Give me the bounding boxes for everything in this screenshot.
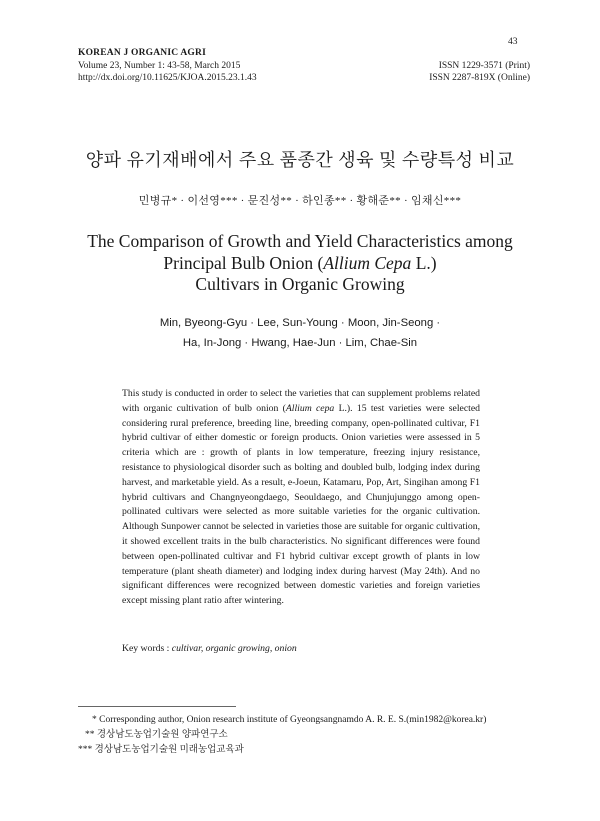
footnote-divider: [78, 706, 236, 707]
english-title-line2-pre: Principal Bulb Onion (: [163, 252, 324, 273]
abstract-pre: This study is conducted in order to select the varieties that can supplement problems related with organic cultivation of bulb onion (: [122, 388, 480, 414]
abstract-post: L.). 15 test varieties were selected considering rural preference, breeding line, breeding company, open-pollinated cultivar, F1 hybrid cultivar of either domestic or foreign products. Onion varieties were assessed in 5 criteria which are : growth of plants in low temperature, freezing injury resistance, resistance to physiological disorder such as bolting and doubled bulb, lodging index during harvest, and marketable yield. As a result, e-Joeun, Katamaru, Pop, Art, Singihan among F1 hybrid cultivars and Changnyeongdaego, Seouldaego, and Chunjujunggo among open-pollinated cultivars were selected as more suitable varieties for the organic cultivation. Although Sunpower cannot be selected in varieties those are suitable for organic cultivation, it showed excellent traits in the bulb characteristics. No significant differences were found between open-pollinated cultivar and F1 hybrid cultivar except growth of plants in low temperature (plant sheath diameter) and lodging index during harvest (May 24th). And no significant differences were recognized between domestic varieties and foreign varieties except missing plant ratio after wintering.: [122, 402, 480, 607]
footnote-affiliation-2: *** 경상남도농업기술원 미래농업교육과: [78, 745, 244, 755]
korean-authors: 민병규* · 이선영*** · 문진성** · 하인종** · 황해준** · 임채신***: [138, 195, 462, 207]
journal-name: KOREAN J ORGANIC AGRI: [78, 48, 206, 58]
issn-print: ISSN 1229-3571 (Print): [438, 60, 530, 71]
korean-title: 양파 유기재배에서 주요 품종간 생육 및 수량특성 비교: [85, 150, 515, 170]
english-title-species: Allium Cepa: [323, 252, 412, 273]
english-title: [0, 231, 600, 296]
english-title-line2: [0, 253, 600, 275]
keywords: [122, 643, 480, 654]
journal-header: [78, 47, 530, 85]
page-number: 43: [508, 37, 518, 47]
english-authors-line2: Ha, In-Jong · Hwang, Hae-Jun · Lim, Chae-Sin: [182, 337, 418, 349]
doi-link[interactable]: http://dx.doi.org/10.11625/KJOA.2015.23.1.43: [78, 73, 257, 83]
footnote-corresponding-author: * Corresponding author, Onion research institute of Gyeongsangnamdo A. R. E. S.(min1982@korea.kr): [92, 715, 487, 725]
english-title-line2-post: L.): [411, 252, 437, 273]
abstract-species: Allium cepa: [285, 402, 335, 414]
english-authors-line1: Min, Byeong-Gyu · Lee, Sun-Young · Moon, Jin-Seong ·: [159, 317, 441, 329]
english-title-line3: Cultivars in Organic Growing: [195, 274, 405, 294]
english-title-line1: The Comparison of Growth and Yield Characteristics among: [87, 231, 513, 251]
volume-info: Volume 23, Number 1: 43-58, March 2015: [78, 60, 241, 71]
keywords-values: cultivar, organic growing, onion: [171, 643, 297, 654]
abstract-text: [122, 387, 480, 609]
footnotes: [78, 713, 528, 758]
issn-online: ISSN 2287-819X (Online): [429, 73, 530, 83]
english-authors: [0, 313, 600, 353]
keywords-label: Key words :: [122, 643, 172, 654]
footnote-affiliation-1: ** 경상남도농업기술원 양파연구소: [85, 730, 228, 740]
